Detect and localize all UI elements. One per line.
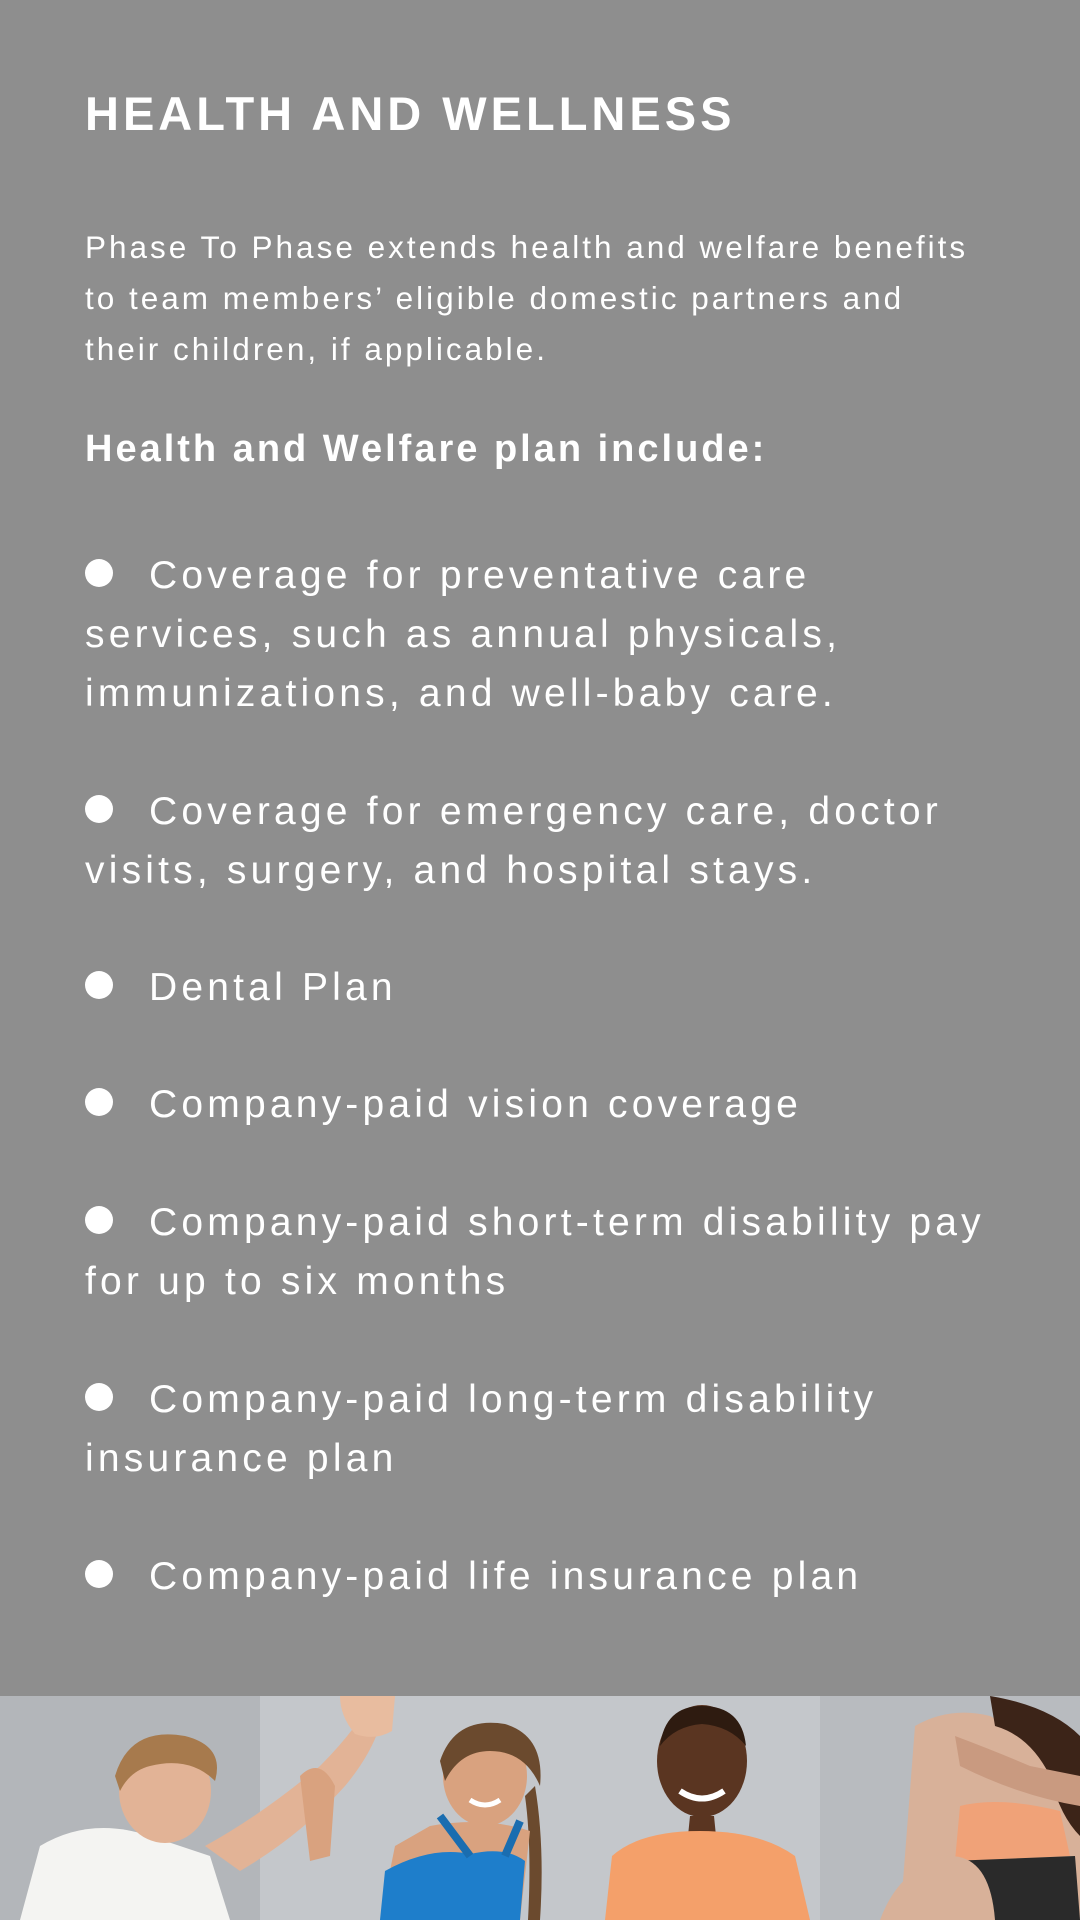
group-fitness-photo xyxy=(0,1696,1080,1920)
list-item xyxy=(85,1075,1015,1134)
list-item xyxy=(85,1193,1015,1311)
list-item xyxy=(85,958,1015,1017)
section-title: HEALTH AND WELLNESS xyxy=(85,87,736,140)
benefit-text: Coverage for preventative care services, such as annual physicals, immunizations, and well-baby care. xyxy=(85,554,842,715)
benefit-text: Company-paid life insurance plan xyxy=(149,1555,863,1598)
bullet-icon xyxy=(85,1560,113,1588)
benefit-text: Company-paid long-term disability insurance plan xyxy=(85,1378,878,1480)
benefit-text: Company-paid short-term disability pay for up to six months xyxy=(85,1201,985,1303)
bullet-icon xyxy=(85,795,113,823)
benefit-text: Coverage for emergency care, doctor visits, surgery, and hospital stays. xyxy=(85,790,942,892)
list-item xyxy=(85,546,1015,723)
bullet-icon xyxy=(85,1206,113,1234)
bullet-icon xyxy=(85,1383,113,1411)
list-item xyxy=(85,1547,1015,1606)
plan-subheading: Health and Welfare plan include: xyxy=(85,428,768,470)
bullet-icon xyxy=(85,971,113,999)
bullet-icon xyxy=(85,1088,113,1116)
intro-paragraph: Phase To Phase extends health and welfare benefits to team members’ eligible domestic partners and their children, if applicable. xyxy=(85,229,969,367)
benefit-text: Dental Plan xyxy=(149,966,397,1009)
bullet-icon xyxy=(85,559,113,587)
benefit-text: Company-paid vision coverage xyxy=(149,1083,803,1126)
list-item xyxy=(85,1370,1015,1488)
people-high-five-illustration xyxy=(0,1696,1080,1920)
list-item xyxy=(85,782,1015,900)
